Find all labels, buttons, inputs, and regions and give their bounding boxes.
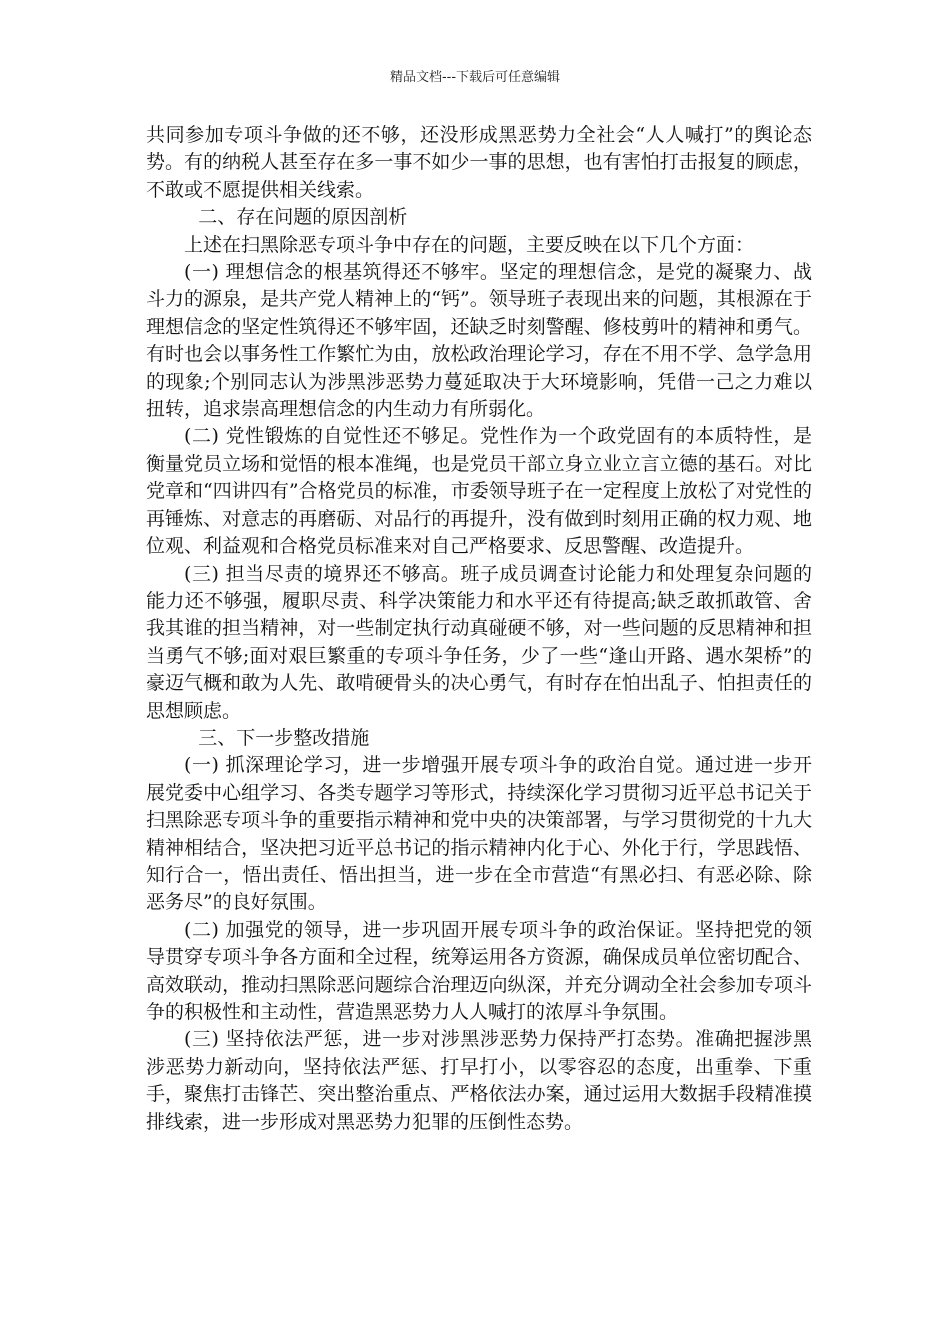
paragraph-measure-2: (二) 加强党的领导，进一步巩固开展专项斗争的政治保证。坚持把党的领导贯穿专项斗争各方面和全过程，统筹运用各方资源，确保成员单位密切配合、高效联动，推动扫黑除恶问题综合治理迈向纵深，并充分调动全社会参加专项斗争的积极性和主动性，营造黑恶势力人人喊打的浓厚斗争氛围。: [146, 918, 812, 1023]
section-heading-measures: 三、下一步整改措施: [198, 726, 370, 749]
section-heading-causes: 二、存在问题的原因剖析: [198, 206, 408, 229]
paragraph-cause-1: (一) 理想信念的根基筑得还不够牢。坚定的理想信念，是党的凝聚力、战斗力的源泉，是共产党人精神上的“钙”。领导班子表现出来的问题，其根源在于理想信念的坚定性筑得还不够牢固，还缺乏时刻警醒、修枝剪叶的精神和勇气。有时也会以事务性工作繁忙为由，放松政治理论学习，存在不用不学、急学急用的现象;个别同志认为涉黑涉恶势力蔓延取决于大环境影响，凭借一己之力难以扭转，追求崇高理想信念的内生动力有所弱化。: [146, 261, 812, 421]
paragraph-cause-2: (二) 党性锻炼的自觉性还不够足。党性作为一个政党固有的本质特性，是衡量党员立场和觉悟的根本准绳，也是党员干部立身立业立言立德的基石。对比党章和“四讲四有”合格党员的标准，市委领导班子在一定程度上放松了对党性的再锤炼、对意志的再磨砺、对品行的再提升，没有做到时刻用正确的权力观、地位观、利益观和合格党员标准来对自己严格要求、反思警醒、改造提升。: [146, 425, 812, 558]
page-header: 精品文档---下载后可任意编辑: [389, 70, 561, 85]
paragraph-continuation: 共同参加专项斗争做的还不够，还没形成黑恶势力全社会“人人喊打”的舆论态势。有的纳税人甚至存在多一事不如少一事的思想，也有害怕打击报复的顾虑，不敢或不愿提供相关线索。: [146, 124, 812, 201]
document-body: [146, 122, 812, 1136]
paragraph-intro: 上述在扫黑除恶专项斗争中存在的问题，主要反映在以下几个方面：: [184, 233, 755, 256]
paragraph-cause-3: (三) 担当尽责的境界还不够高。班子成员调查讨论能力和处理复杂问题的能力还不够强，履职尽责、科学决策能力和水平还有待提高;缺乏敢抓敢管、舍我其谁的担当精神，对一些制定执行动真碰硬不够，对一些问题的反思精神和担当勇气不够;面对艰巨繁重的专项斗争任务，少了一些“逢山开路、遇水架桥”的豪迈气概和敢为人先、敢啃硬骨头的决心勇气，有时存在怕出乱子、怕担责任的思想顾虑。: [146, 562, 812, 722]
paragraph-measure-3: (三) 坚持依法严惩，进一步对涉黑涉恶势力保持严打态势。准确把握涉黑涉恶势力新动向，坚持依法严惩、打早打小，以零容忍的态度，出重拳、下重手，聚焦打击锋芒、突出整治重点、严格依法办案，通过运用大数据手段精准摸排线索，进一步形成对黑恶势力犯罪的压倒性态势。: [146, 1028, 812, 1133]
paragraph-measure-1: (一) 抓深理论学习，进一步增强开展专项斗争的政治自觉。通过进一步开展党委中心组学习、各类专题学习等形式，持续深化学习贯彻习近平总书记关于扫黑除恶专项斗争的重要指示精神和党中央的决策部署，与学习贯彻党的十九大精神相结合，坚决把习近平总书记的指示精神内化于心、外化于行，学思践悟、知行合一，悟出责任、悟出担当，进一步在全市营造“有黑必扫、有恶必除、除恶务尽”的良好氛围。: [146, 754, 812, 914]
